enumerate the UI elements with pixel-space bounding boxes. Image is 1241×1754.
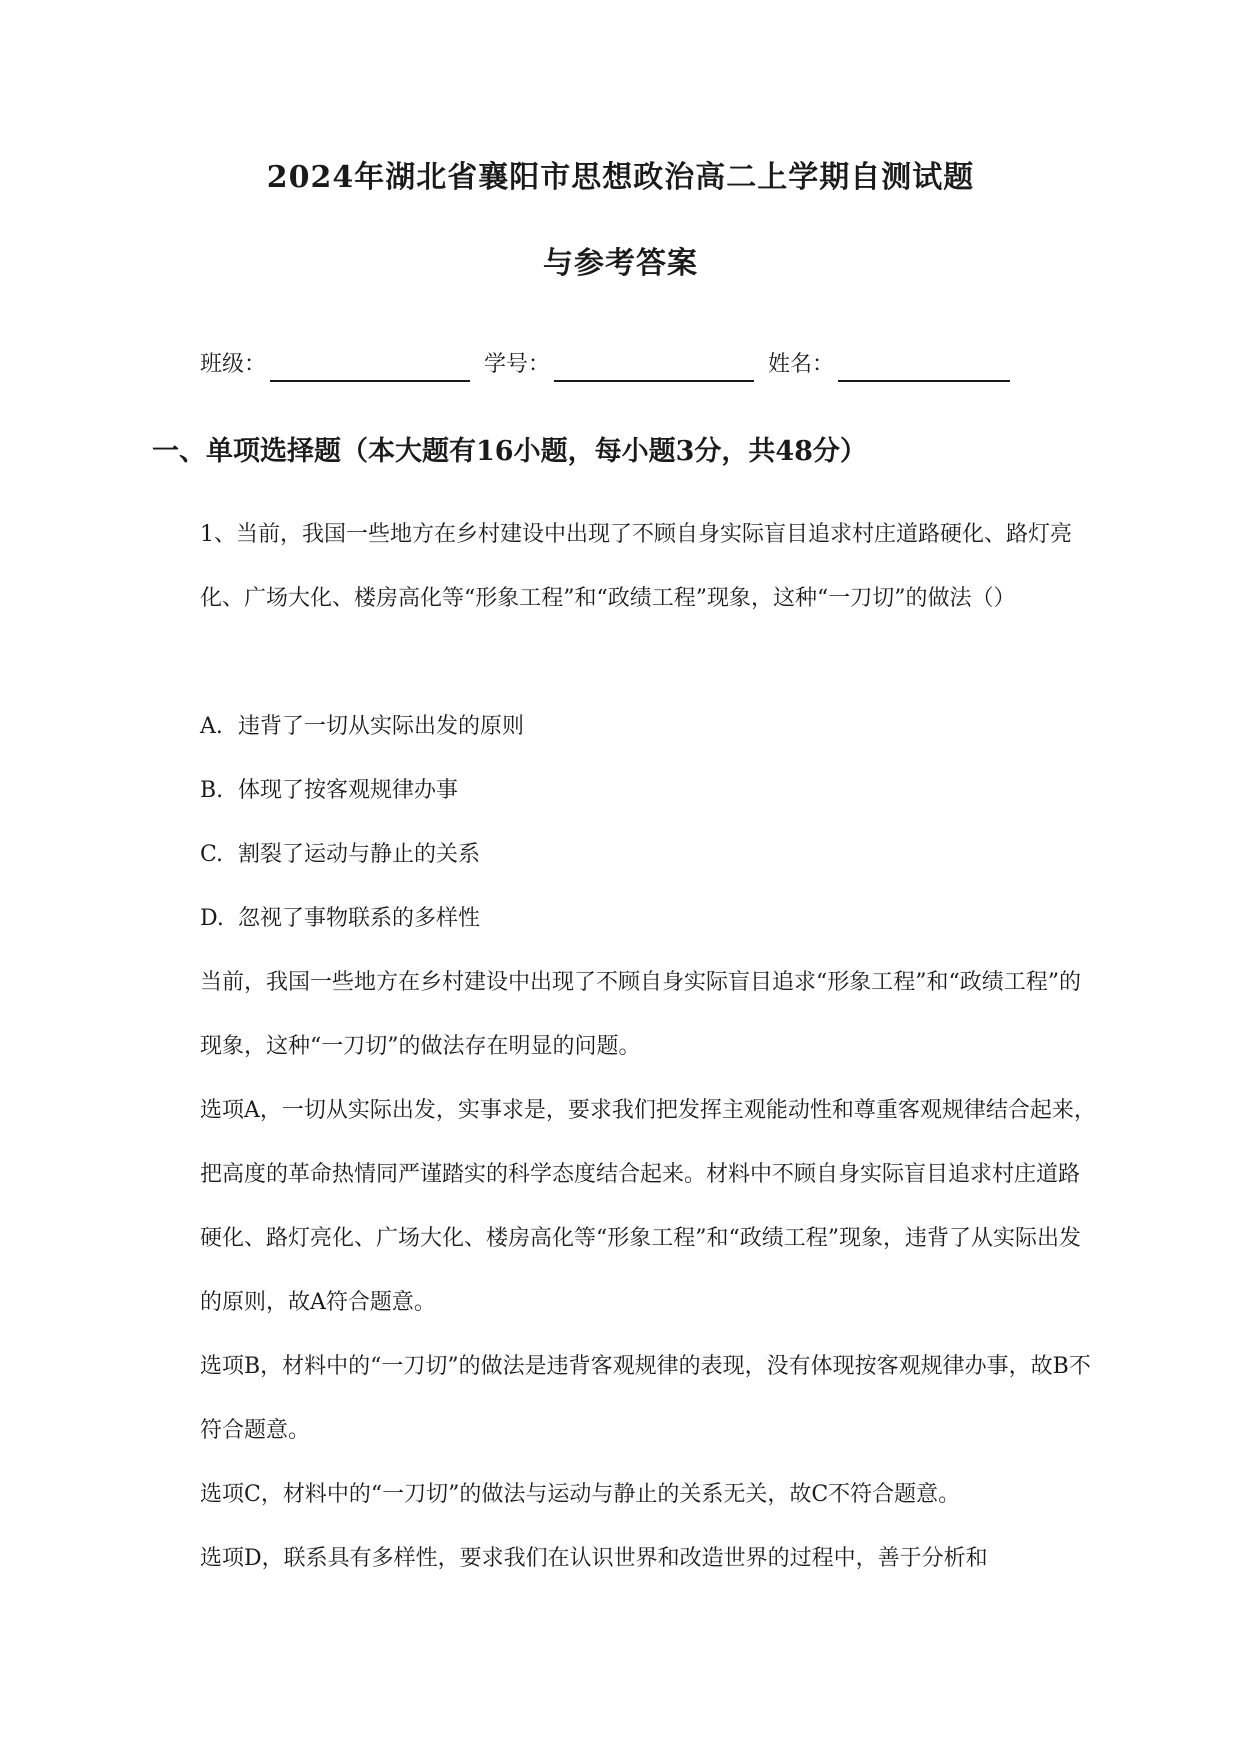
name-blank: [838, 356, 1010, 382]
student-info-line: [200, 348, 1024, 382]
option-letter: B.: [200, 778, 224, 803]
option-text: 忽视了事物联系的多样性: [238, 906, 481, 931]
section-heading-single-choice: 一、单项选择题（本大题有16小题，每小题3分，共48分）: [152, 436, 867, 467]
document-title-line2: 与参考答案: [543, 246, 698, 281]
option-text: 体现了按客观规律办事: [238, 778, 459, 803]
document-title-line1: 2024年湖北省襄阳市思想政治高二上学期自测试题: [266, 160, 975, 195]
explanation-intro: 当前，我国一些地方在乡村建设中出现了不顾自身实际盲目追求“形象工程”和“政绩工程”的现象，这种“一刀切”的做法存在明显的问题。: [200, 970, 1081, 1059]
question-1-option-c: [200, 823, 480, 887]
name-label: 姓名：: [768, 352, 835, 377]
explanation-option-d: 选项D，联系具有多样性，要求我们在认识世界和改造世界的过程中，善于分析和: [200, 1546, 988, 1571]
question-1-option-d: [200, 887, 480, 951]
option-letter: D.: [200, 906, 224, 931]
explanation-option-b: 选项B，材料中的“一刀切”的做法是违背客观规律的表现，没有体现按客观规律办事，故B不符合题意。: [200, 1354, 1091, 1443]
option-letter: C.: [200, 842, 224, 867]
student-no-blank: [554, 356, 754, 382]
question-1-stem: 1、当前，我国一些地方在乡村建设中出现了不顾自身实际盲目追求村庄道路硬化、路灯亮化、广场大化、楼房高化等“形象工程”和“政绩工程”现象，这种“一刀切”的做法（）: [200, 522, 1073, 611]
question-1-option-a: [200, 695, 524, 759]
class-blank: [270, 356, 470, 382]
option-text: 割裂了运动与静止的关系: [238, 842, 481, 867]
class-label: 班级：: [200, 352, 267, 377]
explanation-option-c: 选项C，材料中的“一刀切”的做法与运动与静止的关系无关，故C不符合题意。: [200, 1482, 961, 1507]
explanation-option-a: 选项A，一切从实际出发，实事求是，要求我们把发挥主观能动性和尊重客观规律结合起来，把高度的革命热情同严谨踏实的科学态度结合起来。材料中不顾自身实际盲目追求村庄道路硬化、路灯亮化、广场大化、楼房高化等“形象工程”和“政绩工程”现象，违背了从实际出发的原则，故A符合题意。: [200, 1098, 1096, 1315]
option-text: 违背了一切从实际出发的原则: [238, 714, 525, 739]
option-letter: A.: [200, 714, 223, 739]
student-no-label: 学号：: [484, 352, 551, 377]
question-1-option-b: [200, 759, 458, 823]
